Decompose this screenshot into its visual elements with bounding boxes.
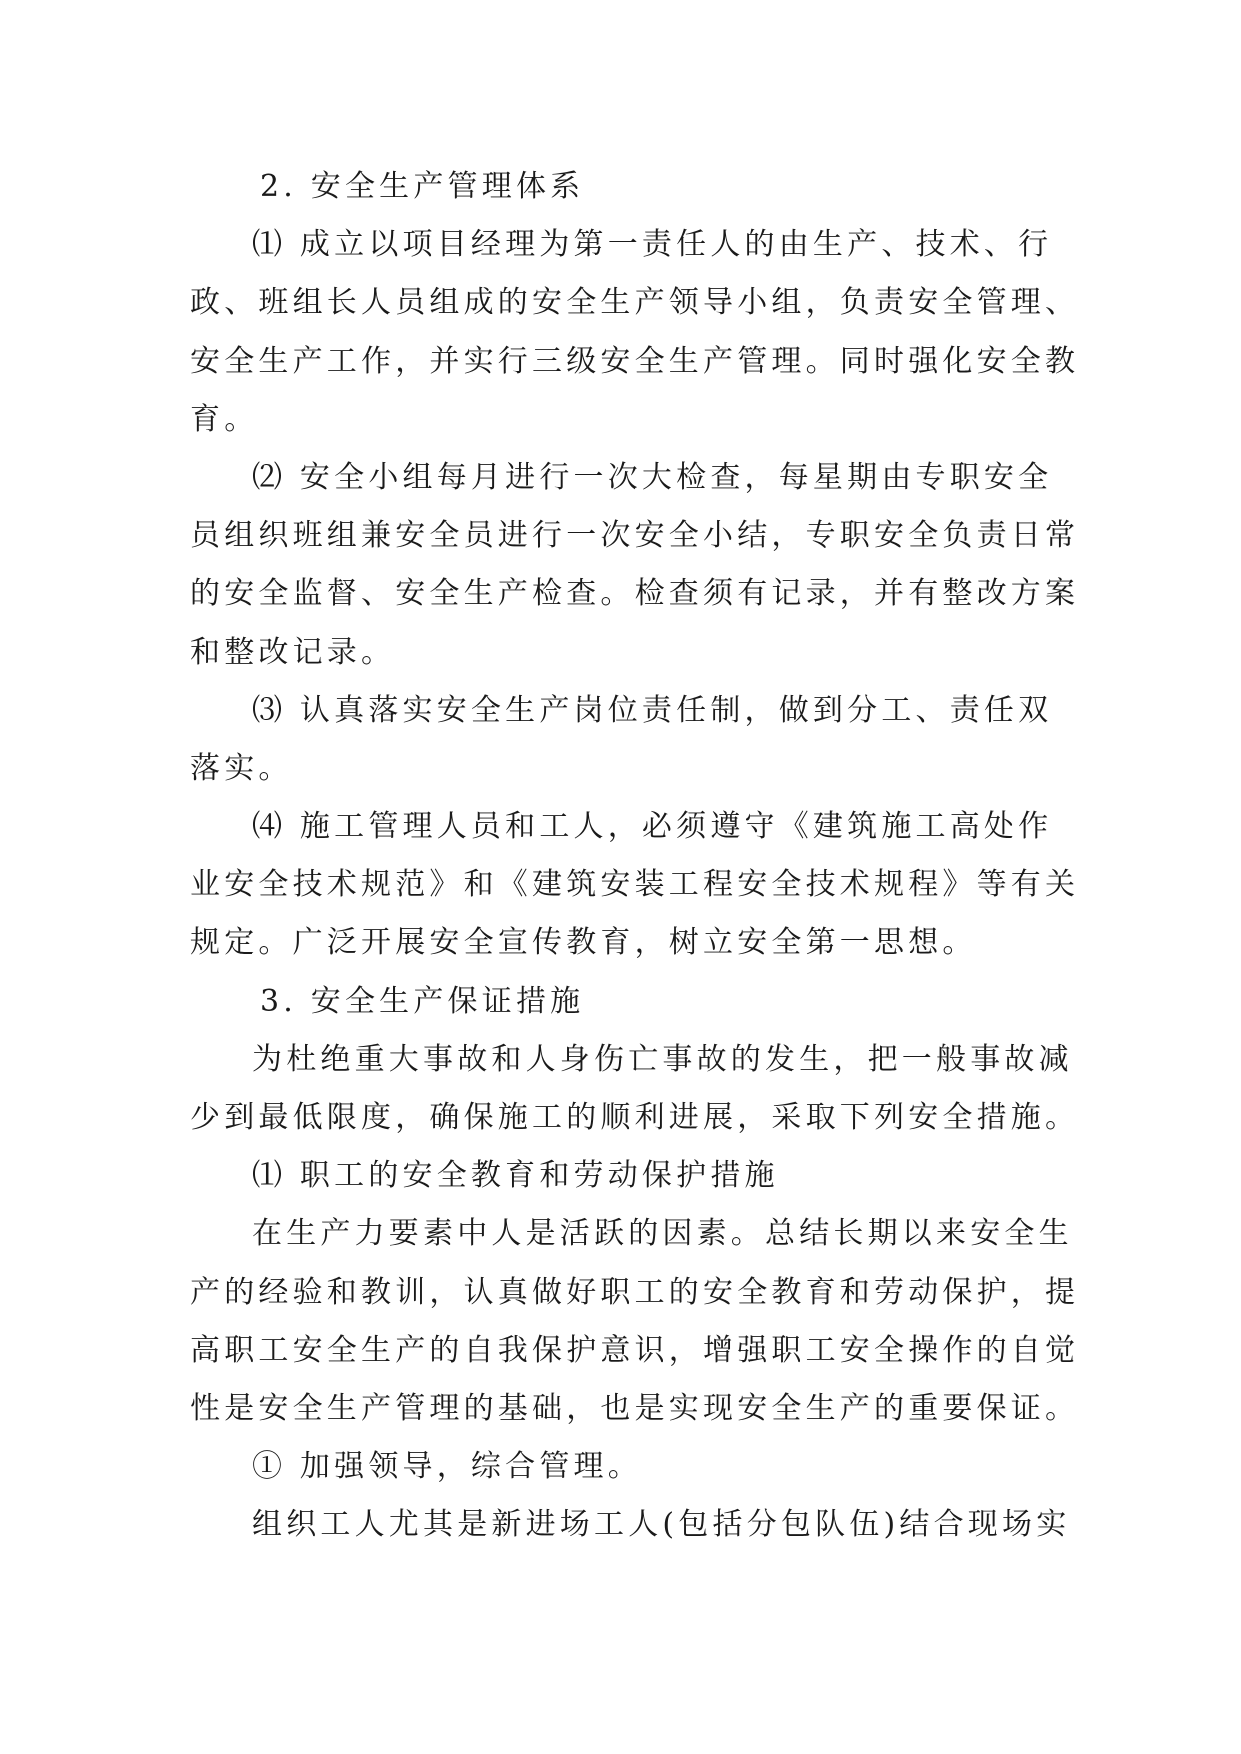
paragraph-line: 安全生产工作，并实行三级安全生产管理。同时强化安全教 [190,343,1080,379]
paragraph-line: 规定。广泛开展安全宣传教育，树立安全第一思想。 [190,925,977,961]
paragraph-line: 业安全技术规范》和《建筑安装工程安全技术规程》等有关 [190,867,1080,903]
paragraph-line: 产的经验和教训，认真做好职工的安全教育和劳动保护，提 [190,1274,1080,1310]
paragraph-line: ⑴ 成立以项目经理为第一责任人的由生产、技术、行 [252,227,1053,263]
item-heading: ① 加强领导，综合管理。 [252,1449,642,1485]
section-heading: 2. 安全生产管理体系 [260,169,585,204]
paragraph-line: 政、班组长人员组成的安全生产领导小组，负责安全管理、 [190,285,1080,321]
paragraph-line: 为杜绝重大事故和人身伤亡事故的发生，把一般事故减 [252,1041,1073,1077]
subsection-heading: ⑴ 职工的安全教育和劳动保护措施 [252,1158,779,1194]
paragraph-line: ⑵ 安全小组每月进行一次大检查，每星期由专职安全 [252,459,1053,495]
paragraph-line: 在生产力要素中人是活跃的因素。总结长期以来安全生 [252,1216,1073,1252]
paragraph-line: 的安全监督、安全生产检查。检查须有记录，并有整改方案 [190,576,1080,612]
paragraph-line: 员组织班组兼安全员进行一次安全小结，专职安全负责日常 [190,518,1080,554]
paragraph-line: ⑶ 认真落实安全生产岗位责任制，做到分工、责任双 [252,692,1053,728]
document-body [190,158,1080,1555]
paragraph-line: 性是安全生产管理的基础，也是实现安全生产的重要保证。 [190,1390,1080,1426]
paragraph-line: 少到最低限度，确保施工的顺利进展，采取下列安全措施。 [190,1100,1080,1135]
paragraph-line: 高职工安全生产的自我保护意识，增强职工安全操作的自觉 [190,1332,1080,1368]
paragraph-line: 和整改记录。 [190,634,396,670]
paragraph-line: 组织工人尤其是新进场工人(包括分包队伍)结合现场实 [252,1507,1071,1543]
section-heading: 3. 安全生产保证措施 [260,983,585,1019]
paragraph-line: ⑷ 施工管理人员和工人，必须遵守《建筑施工高处作 [252,809,1053,845]
paragraph-line: 落实。 [190,750,293,786]
paragraph-line: 育。 [190,401,259,437]
